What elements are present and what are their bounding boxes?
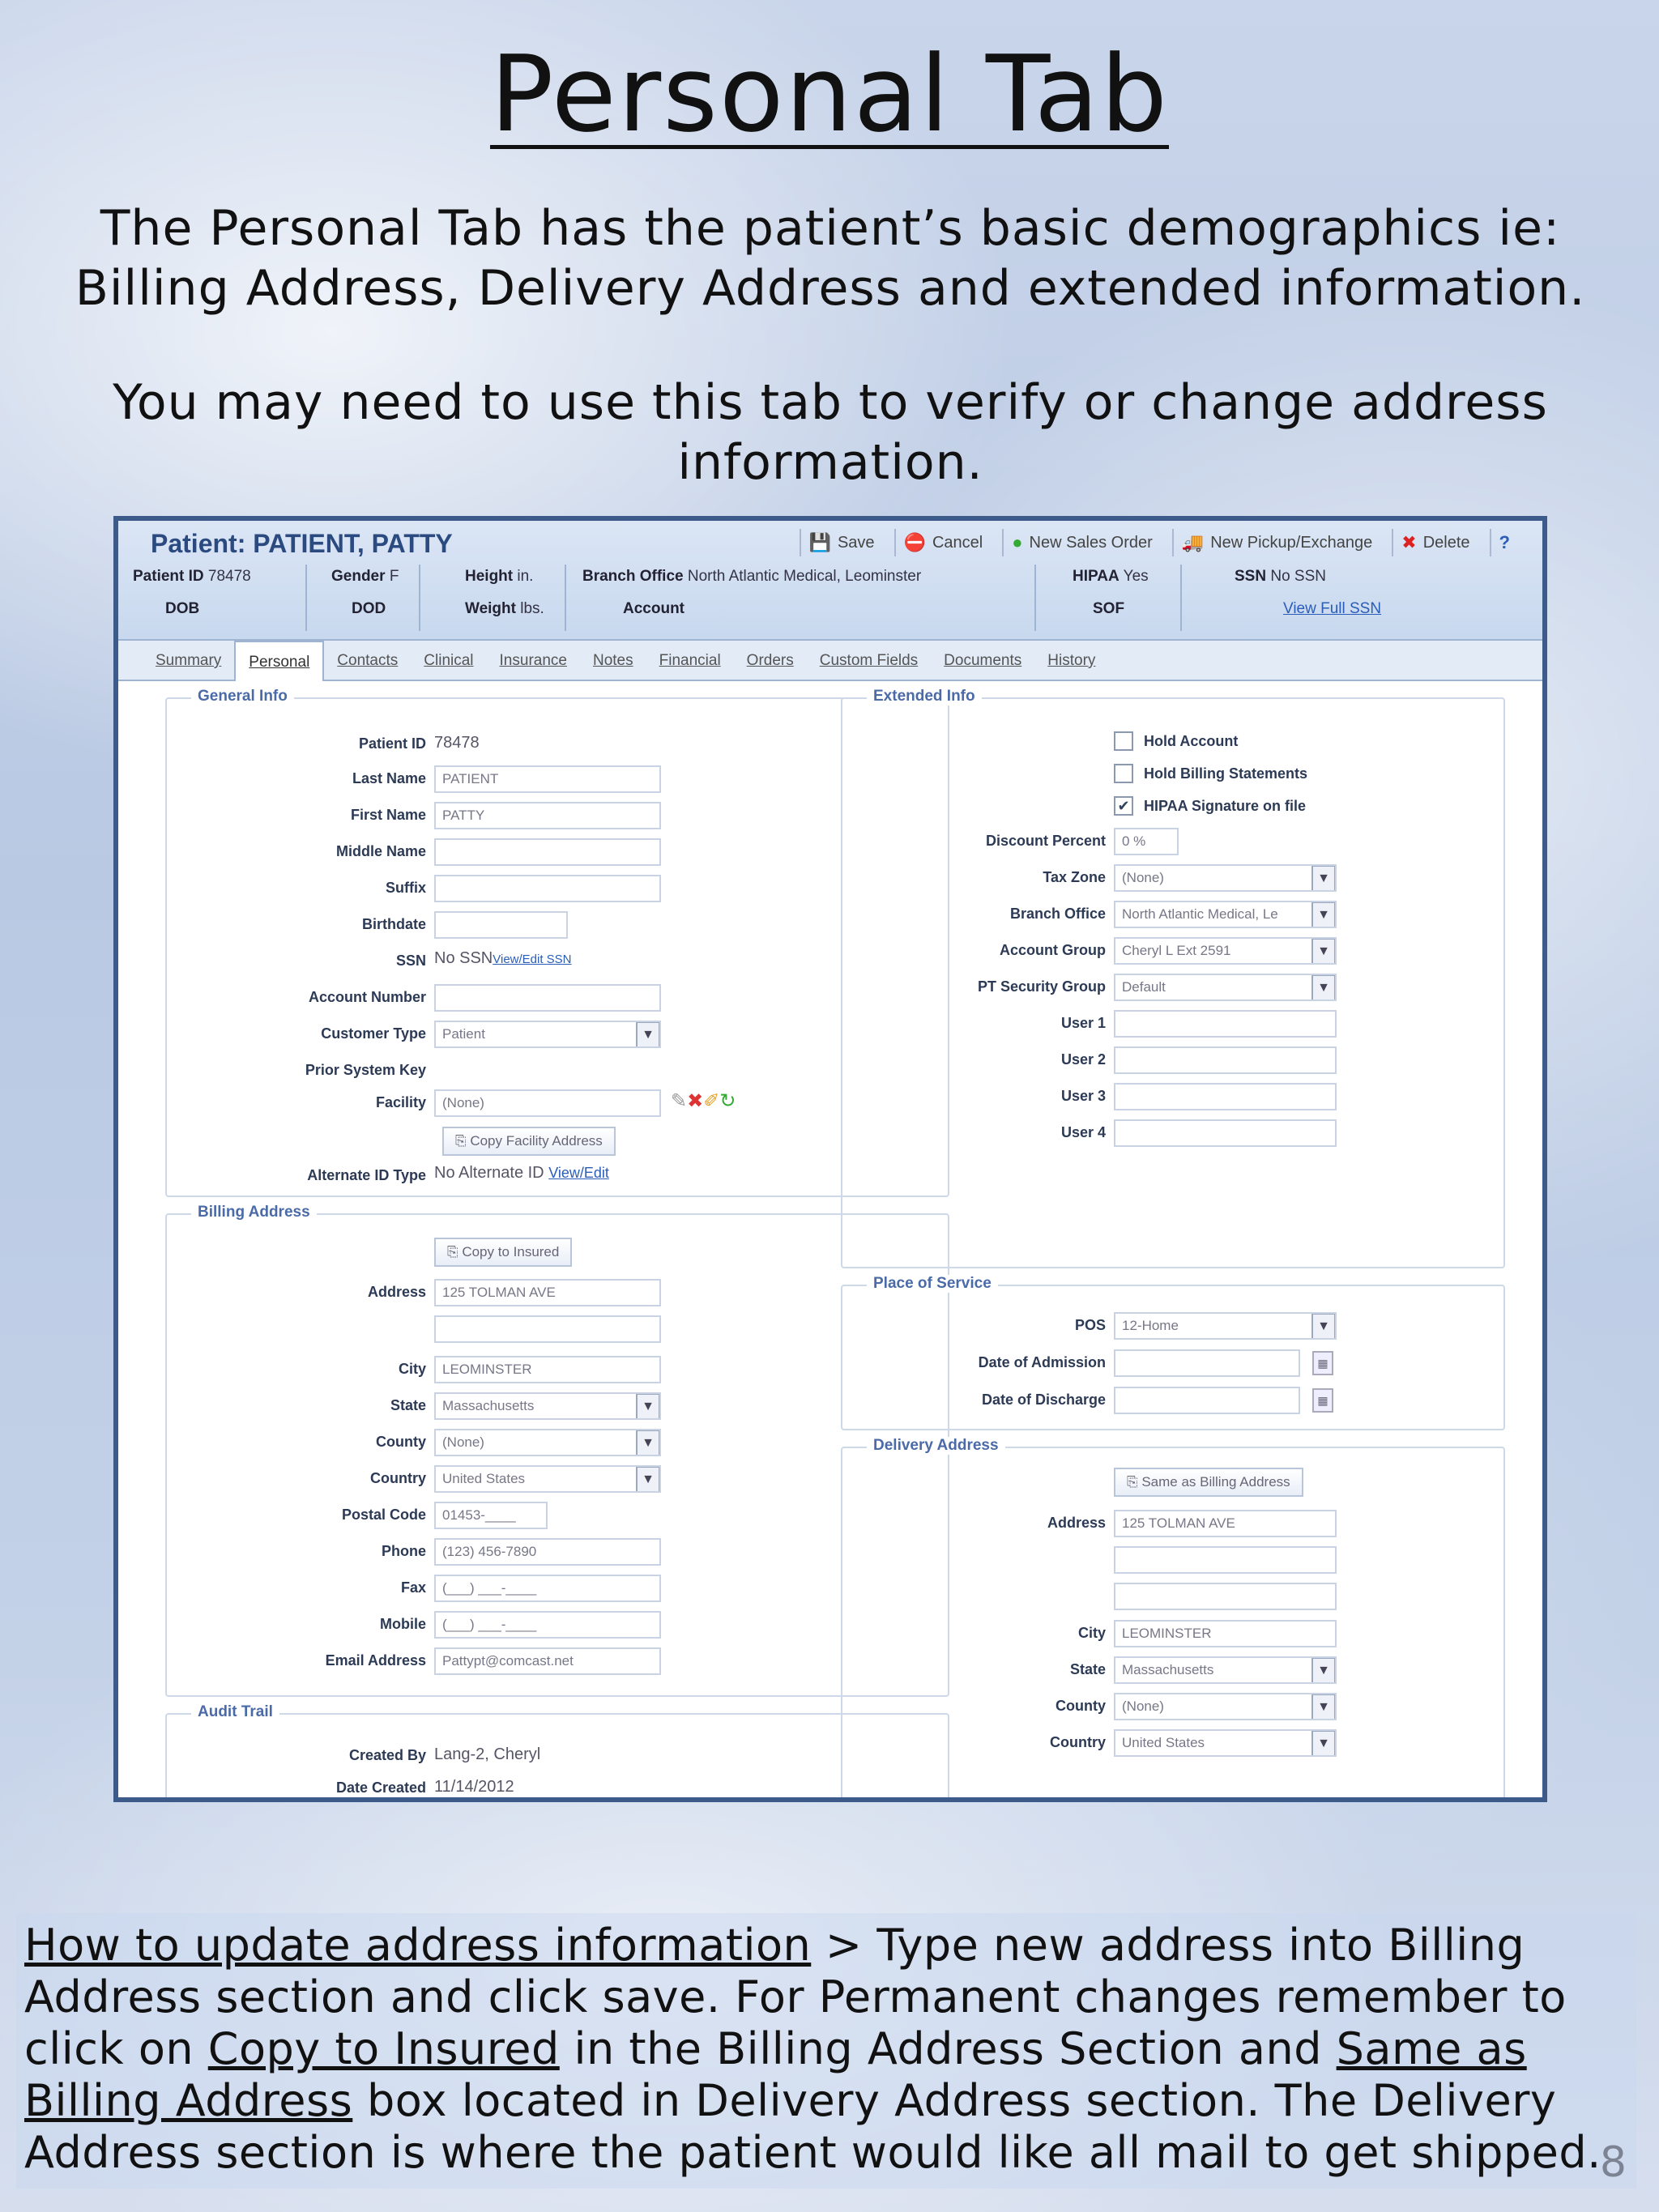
last-name-label: Last Name: [352, 770, 426, 786]
ssn-value: No SSN: [1270, 568, 1326, 585]
billing-city-input[interactable]: LEOMINSTER: [434, 1356, 661, 1383]
same-as-billing-button[interactable]: [1114, 1468, 1303, 1497]
account-number-input[interactable]: [434, 984, 661, 1012]
billing-state-select[interactable]: [434, 1392, 661, 1420]
patient-header: [118, 521, 1542, 641]
delivery-address-line3[interactable]: [1114, 1583, 1337, 1610]
discount-percent-label: Discount Percent: [985, 833, 1106, 849]
refresh-icon[interactable]: ↻: [719, 1090, 736, 1112]
branch-office-label: Branch Office: [1009, 906, 1106, 922]
pos-value: 12-Home: [1122, 1318, 1179, 1333]
billing-address-line2[interactable]: [434, 1315, 661, 1343]
header-col-ssn: [1182, 565, 1425, 631]
account-label: Account: [623, 600, 684, 617]
same-as-billing-label: Same as Billing Address: [1141, 1474, 1290, 1490]
copy-to-insured-button[interactable]: [434, 1238, 572, 1267]
account-group-value: Cheryl L Ext 2591: [1122, 943, 1231, 958]
hipaa-value: Yes: [1123, 568, 1149, 585]
billing-country-select[interactable]: [434, 1465, 661, 1493]
copy-to-insured-label: Copy to Insured: [462, 1244, 560, 1259]
chevron-down-icon[interactable]: ▼: [636, 1021, 660, 1048]
header-col-id: [125, 565, 307, 631]
pt-security-value: Default: [1122, 979, 1166, 995]
first-name-label: First Name: [350, 807, 426, 823]
cancel-label: Cancel: [932, 533, 983, 552]
height-value: in.: [517, 568, 534, 585]
birthdate-label: Birthdate: [361, 916, 426, 932]
email-input[interactable]: Pattypt@comcast.net: [434, 1647, 661, 1675]
patient-id-field-label: Patient ID: [358, 735, 426, 752]
date-created-label: Date Created: [335, 1779, 426, 1796]
patient-window: [113, 516, 1547, 1802]
header-col-gender: [307, 565, 420, 631]
save-icon: 💾: [808, 532, 831, 552]
birthdate-input[interactable]: [434, 911, 568, 939]
user3-label: User 3: [1060, 1088, 1106, 1104]
postal-code-label: Postal Code: [341, 1507, 426, 1523]
chevron-down-icon[interactable]: ▼: [1311, 901, 1336, 928]
patient-id-label: Patient ID: [133, 568, 204, 585]
clear-icon[interactable]: ✖: [687, 1090, 704, 1112]
header-col-height: [420, 565, 566, 631]
suffix-input[interactable]: [434, 875, 661, 902]
copy-facility-label: Copy Facility Address: [470, 1133, 603, 1149]
hold-account-label: Hold Account: [1144, 733, 1239, 749]
discharge-date-input[interactable]: [1114, 1387, 1300, 1414]
phone-input[interactable]: (123) 456-7890: [434, 1538, 661, 1566]
ssn-text: No SSN: [434, 949, 493, 967]
tab-clinical[interactable]: Clinical: [424, 652, 474, 669]
header-col-hipaa: [1036, 565, 1182, 631]
alternate-id-text: No Alternate ID: [434, 1164, 544, 1182]
branch-value: North Atlantic Medical, Leominster: [687, 568, 922, 585]
user4-input[interactable]: [1114, 1119, 1337, 1147]
dod-label: DOD: [352, 600, 386, 617]
pt-security-select[interactable]: [1114, 974, 1337, 1001]
facility-input[interactable]: (None): [434, 1089, 661, 1117]
cancel-button[interactable]: [894, 529, 992, 556]
tab-custom-fields[interactable]: Custom Fields: [819, 652, 919, 669]
help-button[interactable]: [1490, 529, 1518, 556]
created-by-value: Lang-2, Cheryl: [434, 1745, 541, 1763]
account-number-label: Account Number: [308, 989, 426, 1005]
calendar-icon[interactable]: ▦: [1312, 1351, 1333, 1375]
chevron-down-icon[interactable]: ▼: [636, 1466, 660, 1493]
delivery-county-value: (None): [1122, 1698, 1164, 1714]
facility-action-icons[interactable]: [671, 1089, 736, 1113]
sof-label: SOF: [1093, 600, 1125, 617]
billing-state-value: Massachusetts: [442, 1398, 535, 1413]
place-of-service-section: [841, 1275, 1505, 1430]
pos-label: POS: [1074, 1317, 1106, 1333]
fax-input[interactable]: (___) ___-____: [434, 1575, 661, 1602]
audit-trail-legend: Audit Trail: [191, 1703, 279, 1721]
chevron-down-icon[interactable]: ▼: [636, 1430, 660, 1456]
tab-orders[interactable]: Orders: [746, 652, 794, 669]
new-sales-order-button[interactable]: [1002, 529, 1161, 556]
billing-city-label: City: [398, 1361, 426, 1377]
pos-select[interactable]: [1114, 1312, 1337, 1340]
billing-county-value: (None): [442, 1434, 484, 1450]
user2-label: User 2: [1060, 1051, 1106, 1068]
tab-history[interactable]: History: [1047, 652, 1096, 669]
delivery-country-select[interactable]: [1114, 1729, 1337, 1757]
delete-button[interactable]: [1392, 529, 1478, 556]
tab-bar: [118, 641, 1542, 681]
calendar-icon[interactable]: ▦: [1312, 1388, 1333, 1413]
place-of-service-legend: Place of Service: [867, 1275, 998, 1293]
view-full-ssn-link[interactable]: View Full SSN: [1283, 600, 1382, 617]
delivery-state-value: Massachusetts: [1122, 1662, 1214, 1677]
dob-label: DOB: [165, 600, 200, 617]
suffix-label: Suffix: [385, 880, 426, 896]
delete-label: Delete: [1422, 533, 1470, 552]
ssn-label: SSN: [1235, 568, 1267, 585]
alternate-id-edit-link[interactable]: View/Edit: [548, 1165, 609, 1181]
user3-input[interactable]: [1114, 1083, 1337, 1110]
mobile-input[interactable]: (___) ___-____: [434, 1611, 661, 1639]
general-info-legend: General Info: [191, 688, 294, 705]
branch-office-select[interactable]: [1114, 901, 1337, 928]
billing-country-value: United States: [442, 1471, 526, 1486]
tab-personal[interactable]: Personal: [234, 641, 324, 681]
delivery-address-legend: Delivery Address: [867, 1437, 1005, 1455]
truck-icon: 🚚: [1181, 532, 1205, 552]
delivery-state-select[interactable]: [1114, 1656, 1337, 1684]
patient-id-field-value: 78478: [434, 734, 480, 752]
hipaa-label: HIPAA: [1073, 568, 1120, 585]
discount-percent-input[interactable]: 0 %: [1114, 828, 1179, 855]
chevron-down-icon[interactable]: ▼: [1311, 1694, 1336, 1720]
delivery-country-value: United States: [1122, 1735, 1205, 1750]
slide-title: Personal Tab: [489, 32, 1170, 156]
extended-info-section: [841, 688, 1505, 1268]
branch-label: Branch Office: [582, 568, 684, 585]
tax-zone-label: Tax Zone: [1043, 869, 1106, 885]
delivery-county-select[interactable]: [1114, 1693, 1337, 1720]
instructions-footer: [16, 1913, 1636, 2189]
billing-county-select[interactable]: [434, 1429, 661, 1456]
delivery-county-label: County: [1056, 1698, 1106, 1714]
copy-to-insured-ref[interactable]: Copy to Insured: [207, 2023, 560, 2074]
view-edit-ssn-link[interactable]: View/Edit SSN: [493, 953, 572, 966]
user1-input[interactable]: [1114, 1010, 1337, 1038]
delivery-country-label: Country: [1050, 1734, 1106, 1750]
date-created-value: 11/14/2012: [434, 1778, 514, 1796]
tab-insurance[interactable]: Insurance: [499, 652, 567, 669]
copy-icon: ⎘: [1127, 1474, 1142, 1490]
tab-financial[interactable]: Financial: [659, 652, 721, 669]
billing-state-label: State: [390, 1397, 426, 1413]
ssn-field-value: [434, 949, 572, 968]
chevron-down-icon[interactable]: ▼: [1311, 1313, 1336, 1340]
height-label: Height: [465, 568, 514, 585]
intro-paragraph-1: The Personal Tab has the patient’s basic demographics ie: Billing Address, Delivery Address and extended information.: [75, 200, 1586, 317]
save-label: Save: [837, 533, 875, 552]
customer-type-select[interactable]: [434, 1021, 661, 1048]
discharge-date-label: Date of Discharge: [981, 1392, 1106, 1408]
delivery-address-line1[interactable]: 125 TOLMAN AVE: [1114, 1510, 1337, 1537]
delivery-address-section: [841, 1437, 1505, 1802]
fax-label: Fax: [400, 1579, 426, 1596]
billing-county-label: County: [376, 1434, 426, 1450]
new-sales-order-icon: ●: [1012, 532, 1023, 552]
first-name-input[interactable]: PATTY: [434, 802, 661, 829]
how-to-update-link[interactable]: How to update address information: [24, 1920, 812, 1971]
tax-zone-value: (None): [1122, 870, 1164, 885]
created-by-label: Created By: [348, 1747, 426, 1763]
customer-type-value: Patient: [442, 1026, 485, 1042]
delivery-address-label: Address: [1047, 1515, 1106, 1531]
toolbar: [800, 529, 1518, 556]
chevron-down-icon[interactable]: ▼: [1311, 865, 1336, 892]
edit-icon[interactable]: ✐: [703, 1090, 720, 1112]
footer-text-1: > Type new address into Billing Address section and click save. For Permanent changes remember to click on: [24, 1920, 1567, 2074]
new-pickup-label: New Pickup/Exchange: [1210, 533, 1373, 552]
window-title: Patient: PATIENT, PATTY: [151, 529, 453, 558]
billing-address-section: [165, 1204, 949, 1697]
chevron-down-icon[interactable]: ▼: [1311, 1657, 1336, 1684]
same-as-billing-ref[interactable]: Same as Billing Address: [24, 2023, 1527, 2126]
account-group-select[interactable]: [1114, 937, 1337, 965]
audit-trail-section: [165, 1703, 949, 1802]
hold-billing-checkbox[interactable]: [1114, 764, 1133, 783]
hold-account-checkbox[interactable]: [1114, 731, 1133, 751]
extended-info-legend: Extended Info: [867, 688, 982, 705]
mobile-label: Mobile: [380, 1616, 426, 1632]
user1-label: User 1: [1060, 1015, 1106, 1031]
hipaa-signature-label: HIPAA Signature on file: [1144, 798, 1307, 814]
tab-documents[interactable]: Documents: [944, 652, 1022, 669]
search-icon[interactable]: ✎: [671, 1090, 688, 1112]
delete-icon: ✖: [1401, 532, 1417, 552]
delivery-address-line2[interactable]: [1114, 1546, 1337, 1574]
weight-value: lbs.: [520, 600, 544, 617]
tab-summary[interactable]: Summary: [156, 652, 222, 669]
billing-address-legend: Billing Address: [191, 1204, 317, 1221]
intro-paragraph-2: You may need to use this tab to verify or change address information.: [113, 374, 1548, 491]
delivery-city-label: City: [1077, 1625, 1106, 1641]
copy-icon: ⎘: [447, 1244, 463, 1259]
pt-security-label: PT Security Group: [977, 978, 1106, 995]
tab-contacts[interactable]: Contacts: [337, 652, 399, 669]
middle-name-label: Middle Name: [335, 843, 426, 859]
account-group-label: Account Group: [1000, 942, 1106, 958]
admission-date-label: Date of Admission: [978, 1354, 1106, 1370]
chevron-down-icon[interactable]: ▼: [1311, 938, 1336, 965]
copy-icon: ⎘: [455, 1133, 471, 1149]
user2-input[interactable]: [1114, 1046, 1337, 1074]
postal-code-input[interactable]: 01453-____: [434, 1502, 548, 1529]
last-name-input[interactable]: PATIENT: [434, 765, 661, 793]
user4-label: User 4: [1060, 1124, 1106, 1140]
hipaa-signature-checkbox[interactable]: ✔: [1114, 796, 1133, 816]
new-pickup-exchange-button[interactable]: [1172, 529, 1381, 556]
hold-billing-label: Hold Billing Statements: [1144, 765, 1308, 782]
delivery-city-input[interactable]: LEOMINSTER: [1114, 1620, 1337, 1647]
new-sales-order-label: New Sales Order: [1029, 533, 1153, 552]
gender-value: F: [389, 568, 399, 585]
tab-notes[interactable]: Notes: [592, 652, 633, 669]
branch-office-value: North Atlantic Medical, Le: [1122, 906, 1278, 922]
chevron-down-icon[interactable]: ▼: [1311, 974, 1336, 1001]
admission-date-input[interactable]: [1114, 1349, 1300, 1377]
alternate-id-label: Alternate ID Type: [307, 1167, 426, 1183]
footer-text-2: in the Billing Address Section and: [559, 2023, 1337, 2074]
weight-label: Weight: [465, 600, 516, 617]
customer-type-label: Customer Type: [321, 1025, 426, 1042]
save-button[interactable]: [800, 529, 883, 556]
copy-facility-address-button[interactable]: [442, 1127, 616, 1156]
middle-name-input[interactable]: [434, 838, 661, 866]
facility-label: Facility: [375, 1094, 426, 1110]
header-col-branch: [566, 565, 1036, 631]
gender-label: Gender: [331, 568, 386, 585]
cancel-icon: ⛔: [903, 532, 926, 552]
footer-text-3: box located in Delivery Address section. The Delivery Address section is where the patient would like all mail to get shipped.: [24, 2075, 1601, 2178]
chevron-down-icon[interactable]: ▼: [1311, 1730, 1336, 1757]
prior-system-key-label: Prior System Key: [305, 1062, 426, 1078]
email-label: Email Address: [325, 1652, 426, 1669]
patient-id-value: 78478: [207, 568, 251, 585]
help-icon: ?: [1499, 532, 1510, 552]
billing-address-line1[interactable]: 125 TOLMAN AVE: [434, 1279, 661, 1306]
phone-label: Phone: [381, 1543, 426, 1559]
ssn-field-label: SSN: [395, 953, 426, 969]
billing-address-label: Address: [367, 1284, 426, 1300]
billing-country-label: Country: [370, 1470, 426, 1486]
personal-tab-body: [118, 681, 1542, 1797]
alternate-id-value: [434, 1164, 609, 1183]
page-number: 8: [1599, 2138, 1627, 2187]
chevron-down-icon[interactable]: ▼: [636, 1393, 660, 1420]
delivery-state-label: State: [1069, 1661, 1106, 1677]
tax-zone-select[interactable]: [1114, 864, 1337, 892]
